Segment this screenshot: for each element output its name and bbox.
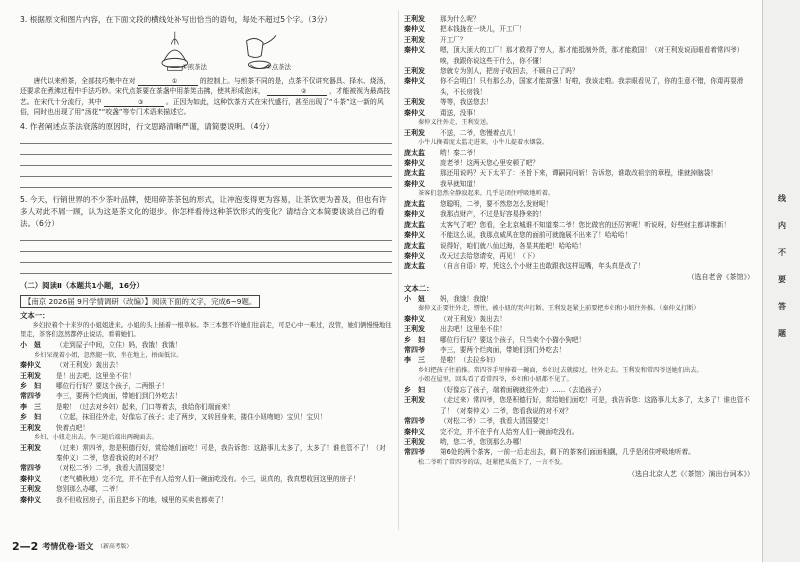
- speaker-name: 王利发: [404, 98, 425, 107]
- speaker-name: 秦仲义: [404, 108, 425, 117]
- speaker-name: 庞太监: [404, 262, 425, 271]
- right-column: [404, 14, 754, 480]
- footer-title: 考情优卷·语文: [42, 542, 94, 551]
- dialogue-text: 您别那么办哪，二爷！: [56, 485, 122, 494]
- dialogue-text: 哪位行行好？要这个孩子，二两银子！: [56, 382, 169, 391]
- dialogue-line: [404, 128, 754, 138]
- stage-direction: 小牛儿搀着庞太监走进来，小牛儿提着水烟袋。: [418, 139, 548, 147]
- dialogue-line: [404, 168, 754, 178]
- speaker-name: 乡 妇: [20, 382, 41, 391]
- speaker-name: 秦仲义: [404, 251, 425, 260]
- dialogue-text: 我早就知道！: [440, 179, 480, 188]
- source-note-2: （选自北京人艺《〈茶馆〉演出台词本》）: [628, 470, 754, 479]
- speaker-name: 秦仲义: [20, 361, 41, 370]
- speaker-name: 王利发: [20, 485, 41, 494]
- page-footer: [12, 542, 132, 552]
- speaker-name: 王利发: [404, 35, 425, 44]
- dialogue-line: [404, 437, 754, 447]
- dialogue-text: 第6处的两个茶客，一前一后走出去，剩下的茶客们面面相觑，几乎是闭住呼吸地听着。: [440, 448, 695, 457]
- dialogue-text: 嗯，顶大顶大的工厂！那才救得了穷人，那才能抵制外货，那才能救国！（对王利发说而眼看着常四爷）唉，我跟你说这些干什么，你不懂！: [440, 46, 744, 65]
- page-number: 2—2: [12, 540, 39, 553]
- dialogue-text: 完不完，并不在乎有人给穷人们一碗面吃没有。: [440, 427, 579, 436]
- dialogue-line: [404, 220, 754, 230]
- speaker-name: 王利发: [404, 15, 425, 23]
- dialogue-line: [404, 294, 754, 304]
- dialogue-line: [404, 14, 754, 24]
- question-4-stem: 4. 作者阐述点茶法衰落的原因时，行文思路清晰严谨，请简要说明。（4分）: [20, 121, 274, 131]
- speaker-name: 秦仲义: [404, 179, 425, 188]
- dialogue-text: 哪位行行好？要这个孩子，只当卖个小猫小狗吧！: [440, 335, 586, 344]
- dialogue-line: [404, 385, 754, 395]
- left-column: [20, 14, 392, 505]
- speaker-name: 秦仲义: [404, 77, 425, 86]
- speaker-name: 常四爷: [20, 392, 41, 401]
- question-3-stem: 3. 根据原文和图片内容，在下面文段的横线处补写出恰当的语句，每处不超过5个字。（3分）: [20, 15, 332, 24]
- dialogue-text: （对王利发）轰出去！: [440, 314, 506, 323]
- speaker-name: 庞太监: [404, 199, 425, 208]
- dialogue-text: （好像忘了孩子，端着面碗就往外走）……（去追孩子）: [440, 385, 605, 394]
- dialogue-line: [20, 371, 392, 381]
- dialogue-line: [20, 412, 392, 422]
- speaker-name: 庞太监: [404, 148, 425, 157]
- dialogue-line: [404, 427, 754, 437]
- dialogue-text: 是！出去吧，这里坐不住！: [56, 371, 136, 380]
- dialogue-line: [20, 402, 392, 412]
- dialogue-line: [404, 199, 754, 209]
- reading-section-heading: （二）阅读Ⅱ（本题共1小题，16分）: [20, 280, 144, 290]
- speaker-name: 王利发: [20, 423, 41, 432]
- dialogue-text: 太客气了吧？您看，全北京城谁不知道秦二爷！您比做官的还厉害呢！听说呀，好些财主都讲维新！: [440, 220, 731, 229]
- dialogue-line: [20, 423, 392, 433]
- speaker-name: 常四爷: [404, 448, 425, 457]
- speaker-name: 秦仲义: [404, 159, 425, 168]
- speaker-name: 常四爷: [404, 345, 425, 354]
- speaker-name: 常四爷: [20, 464, 41, 473]
- dialogue-text: 我那点财产，不过是好容易挣来的！: [440, 210, 546, 219]
- dialogue-text: 改天过去给您请安，再见！（下）: [440, 251, 539, 260]
- speaker-name: 王利发: [404, 128, 425, 137]
- dialogue-text: 甭送，没事！: [440, 108, 480, 117]
- dialogue-line: [404, 209, 754, 219]
- speaker-name: 李 三: [20, 402, 41, 411]
- stage-direction: 茶客们忽然全静寂起来，几乎是闭住呼吸地听着。: [418, 190, 555, 198]
- question-4-answer-lines[interactable]: [20, 133, 392, 188]
- binding-margin: [762, 0, 800, 562]
- dialogue-line: [404, 66, 754, 76]
- speaker-name: 秦仲义: [404, 314, 425, 323]
- source-banner: 【南京 2026届 9月学情调研（改编）】阅读下面的文字，完成6~9题。: [20, 295, 260, 308]
- margin-warning: 线 内 不 要 答 题: [778, 194, 786, 338]
- dialogue-text: （过来）常四爷，您是积德行好，赏给她们面吃！可是，我告诉您：这路事儿太多了，太多了！谁也管不了！（对秦仲义）二爷，您看我说的对不对？: [56, 443, 386, 463]
- dialogue-line: [20, 495, 392, 505]
- dialogue-text: 您聪明，二爷，要不然您怎么发财呢！: [440, 199, 553, 208]
- speaker-name: 庞太监: [404, 220, 425, 229]
- tea-method-illustrations: [130, 28, 330, 74]
- dialogue-line: [20, 340, 392, 350]
- dialogue-text: 快着点吧！: [56, 423, 89, 432]
- dialogue-text: 庞老爷！这两天您心里安顿了吧？: [440, 159, 539, 168]
- speaker-name: 乡 妇: [20, 413, 41, 422]
- dialogue-line: [20, 360, 392, 370]
- stage-direction: 乡妇把孩子往前推。常四爷手里捧着一碗面，乡妇过去就接过，往外走去。王利发和常四爷送她们出去。: [418, 366, 703, 374]
- dialogue-line: [404, 416, 754, 426]
- dialogue-text: 那为什么呢？: [440, 15, 480, 23]
- text-one-label: 文本一：: [20, 310, 50, 320]
- dialogue-line: [404, 76, 754, 97]
- dialogue-text: 出去吧！这里坐不住！: [440, 325, 506, 334]
- dialogue-text: 你不会明白！只有那么办，国家才能富强！好啦，我该走啦。我亲眼看见了，你的生意不错，你甭再耍滑头，不长房钱！: [440, 77, 744, 96]
- column-divider: [398, 10, 399, 530]
- dialogue-text: 不能这么说，我那点威风在您的面前可就施展不出来了！哈哈哈！: [440, 231, 632, 240]
- speaker-name: 秦仲义: [404, 46, 425, 55]
- dialogue-text: （立起，抹泪往外走，好像忘了孩子；走了两步，又转回身来，搂住小妞吻她）宝贝！宝贝！: [56, 413, 327, 422]
- dialogue-text: （走过来）常四爷，您是积德行好，赏给她们面吃！可是，我告诉您：这路事儿太多了，太多了！谁也管不了！（对秦仲义）二爷，您看我说的对不对？: [440, 396, 750, 415]
- dialogue-text: 开工厂？: [440, 35, 467, 44]
- dialogue-line: [404, 45, 754, 66]
- dialogue-line: [404, 345, 754, 355]
- text-one-dialogue-continued: [404, 14, 754, 272]
- dialogue-text: （走到屋子中间，立住）妈，我饿！我饿！: [56, 341, 182, 350]
- tea-illustration-row: [20, 26, 392, 76]
- speaker-name: 乡 妇: [404, 335, 425, 344]
- dialogue-text: 李三，要两个烂肉面，带她们到门外吃去！: [56, 392, 182, 401]
- dialogue-text: 妈，我饿！我饿！: [440, 294, 493, 303]
- dialogue-text: （自言自语）哼，凭这么个小财主也敢跟我这样逗嘴，年头真是改了！: [440, 262, 645, 271]
- dialogue-text: 把本钱拢在一块儿，开工厂！: [440, 25, 526, 34]
- dialogue-text: 哟！秦二爷！: [440, 148, 480, 157]
- dialogue-text: 您就专为别人，把房子收回去，不顾自己了吗？: [440, 67, 579, 76]
- dialogue-text: （对松二爷）二爷，我看大清国要完！: [440, 417, 553, 426]
- caption-jian-cha: ①煎茶法: [182, 63, 207, 71]
- dialogue-text: 等等，我送您去！: [440, 98, 493, 107]
- speaker-name: 王利发: [404, 67, 425, 76]
- speaker-name: 李 三: [404, 356, 425, 365]
- dialogue-line: [404, 108, 754, 118]
- dialogue-text: （对松二爷）二爷，我看大清国要完！: [56, 464, 169, 473]
- text-one-stage-direction: 乡妇拉着个十来岁的小姐姐进来。小姐的头上插着一根草标。李三本想不许她们往前走，可是心中一难过，没管，她们俩慢慢地往里走，茶客们忽然都停止说话，看着她们。: [20, 321, 392, 339]
- dialogue-text: 那还用说吗？天下太平了：圣旨下来，谭嗣同问斩！告诉您，谁敢改祖宗的章程，谁就掉脑袋！: [440, 169, 717, 178]
- dialogue-line: [404, 324, 754, 334]
- dialogue-line: [20, 381, 392, 391]
- dialogue-line: [404, 24, 754, 34]
- text-two-dialogue: [404, 294, 754, 468]
- dialogue-line: [404, 395, 754, 416]
- speaker-name: 秦仲义: [404, 210, 425, 219]
- speaker-name: 庞太监: [404, 169, 425, 178]
- speaker-name: 小 妞: [404, 294, 425, 303]
- dialogue-line: [20, 484, 392, 494]
- stage-direction: 秦仲义正要往外走，愣住，被小妞的哭声打断。王利发赶紧上前要把乡妇和小妞往外推。（秦仲义打断）: [418, 305, 700, 313]
- dialogue-text: 我不但收回房子，而且把乡下的地，城里的买卖也都卖了！: [56, 495, 228, 504]
- speaker-name: 常四爷: [404, 417, 425, 426]
- stage-direction: 秦仲义往外走，王利发送。: [418, 119, 493, 127]
- question-5-stem: 5. 今天，行销世界的不少茶叶品牌，使用碎茶茶包的形式，让冲泡变得更为容易，让茶饮更为普及，但也有许多人对此不屑一顾，认为这是茶文化的退步。你怎样看待这种茶饮形式的变化？请结合文本简要谈谈自己的看法。（6分）: [20, 194, 387, 228]
- dialogue-line: [404, 148, 754, 158]
- dialogue-text: 是啦！（过去对乡妇）起来，门口等着去，我给你们端面来！: [56, 402, 235, 411]
- dialogue-text: 哟，您二爷，您别那么办哪！: [440, 437, 526, 446]
- speaker-name: 小 妞: [20, 341, 41, 350]
- stage-direction: 松二爷听了常四爷的话，赶紧把头低下了，一言不发。: [418, 458, 567, 466]
- dialogue-line: [404, 230, 754, 240]
- dialogue-text: 是啦！（去拉乡妇）: [440, 356, 500, 365]
- speaker-name: 乡 妇: [404, 385, 425, 394]
- dialogue-line: [404, 97, 754, 107]
- source-note-1: （选自老舍《茶馆》）: [687, 272, 754, 281]
- text-two-label: 文本二：: [404, 283, 434, 293]
- speaker-name: 秦仲义: [404, 25, 425, 34]
- dialogue-text: （老气横秋地）完不完，并不在乎有人给穷人们一碗面吃没有。小三，说真的，我真想收回这里的房子！: [56, 474, 360, 483]
- dialogue-text: （对王利发）轰出去！: [56, 361, 122, 370]
- dialogue-line: [404, 335, 754, 345]
- dialogue-line: [20, 463, 392, 473]
- dialogue-line: [404, 447, 754, 457]
- question-5-answer-lines[interactable]: [20, 230, 392, 274]
- text-one-dialogue: [20, 340, 392, 505]
- blank-3[interactable]: ③: [104, 98, 164, 107]
- dialogue-line: [404, 179, 754, 189]
- speaker-name: 秦仲义: [404, 427, 425, 436]
- dialogue-line: [404, 241, 754, 251]
- question-3-passage: 唐代以来煎茶，全部技巧集中在对 ① 的控制上。与煎茶不同的是，点茶不仅讲究器具、择水、烧汤，还要求在煮沸过程中手法巧妙。宋代点茶要在茶盏中用茶筅击拂，使其形成泡沫， ② ，才能被视为最高技艺。在宋代十分流行，其中 ③ 。正因为如此，这种饮茶方式在宋代盛行，甚至出现了“斗茶”这一新的风俗，同时也出现了用“汤花”“咬盏”等专门术语来描述它。: [20, 77, 391, 117]
- footer-edition: （新高考版）: [97, 544, 133, 550]
- dialogue-line: [404, 251, 754, 261]
- stage-direction: 乡妇呆视着小姐，忽然腿一软，坐在地上，捂面低泣。: [34, 351, 183, 359]
- speaker-name: 王利发: [20, 443, 41, 452]
- dialogue-line: [20, 474, 392, 484]
- dialogue-text: 李三，要两个烂肉面，带她们到门外吃去！: [440, 345, 566, 354]
- dialogue-line: [404, 35, 754, 45]
- speaker-name: 庞太监: [404, 241, 425, 250]
- speaker-name: 秦仲义: [20, 495, 41, 504]
- speaker-name: 王利发: [404, 325, 425, 334]
- dialogue-line: [404, 355, 754, 365]
- stage-direction: 小妞在屋里，回头看了看常四爷，乡妇和小妞都不见了。: [418, 376, 573, 384]
- dialogue-line: [404, 158, 754, 168]
- caption-dian-cha: ②点茶法: [266, 63, 291, 71]
- dialogue-text: 不送，二爷，您慢着点儿！: [440, 128, 520, 137]
- speaker-name: 王利发: [404, 396, 425, 405]
- dialogue-line: [20, 391, 392, 401]
- blank-2[interactable]: ②: [267, 87, 327, 96]
- dialogue-line: [404, 261, 754, 271]
- speaker-name: 秦仲义: [404, 231, 425, 240]
- speaker-name: 王利发: [404, 437, 425, 446]
- speaker-name: 王利发: [20, 371, 41, 380]
- speaker-name: 秦仲义: [20, 474, 41, 483]
- dialogue-line: [20, 443, 392, 464]
- blank-1[interactable]: ①: [138, 77, 198, 86]
- dialogue-line: [404, 314, 754, 324]
- dialogue-text: 说得好，咱们就八仙过海，各显其能吧！哈哈哈！: [440, 241, 586, 250]
- stage-direction: 乡妇、小妞走出去。李三随后端出两碗面去。: [34, 434, 158, 442]
